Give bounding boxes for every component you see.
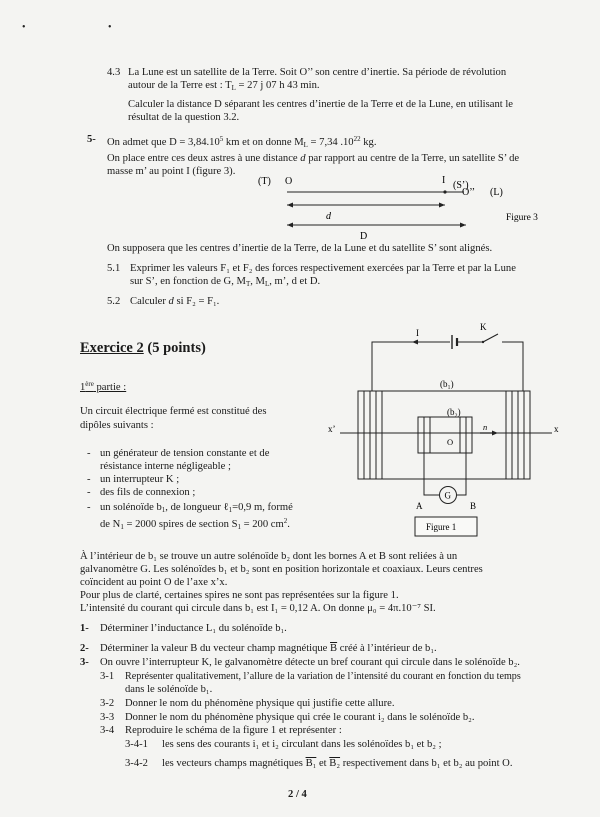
q32-number: 3-2 [100,698,115,709]
q1-text: Déterminer l’inductance L₁ du solénoïde b₁. [100,623,287,634]
q342-text: les vecteurs champs magnétiques B₁ et B₂ respectivement dans b₁ et b₂ au point O. [162,758,513,769]
q52-number: 5.2 [107,296,121,307]
bullet-generator-cont: résistance interne négligeable ; [100,461,231,472]
fig3-caption: Figure 3 [506,213,538,223]
bullet-generator: un générateur de tension constante et de [100,448,270,459]
q31-line2: dans le solénoïde b₁. [125,684,213,695]
bullet-solenoid-2: de $N_1 = 2000$ spires de section $S_1 = 200$ $cm^2$. [100,517,290,531]
q52-text: Calculer d si F₂ = F₁. [130,296,220,307]
fig1-A: A [416,501,423,511]
fig1-B: B [470,501,477,511]
q34-text: Reproduire le schéma de la figure 1 et représenter : [125,725,342,736]
fig1-x-prime: x’ [328,424,336,434]
fig1-b1-turns-right [506,391,524,479]
q32-text: Donner le nom du phénomène physique qui justifie cette allure. [125,698,395,709]
fig1-solenoid-b1 [358,391,530,479]
q342-number: 3-4-2 [125,758,148,769]
scan-marks: • • [22,22,152,33]
figure-1 [320,320,570,542]
q5-number: 5- [87,134,96,145]
q1-number: 1- [80,623,89,634]
figure-3 [250,170,550,245]
q43-number: 4.3 [107,67,121,78]
fig3-point-I [443,190,446,193]
q2-text: Déterminer la valeur B du vecteur champ magnétique $\overline{B}$ créé à l’intérieur de b₁. [100,643,437,654]
q341-text: les sens des courants i₁ et i₂ circulant dans les solénoïdes b₁ et b₂ ; [162,739,442,750]
ex2-para-1: À l’intérieur de b₁ se trouve un autre solénoïde b₂ dont les bornes A et B sont reliées à un [80,551,458,562]
fig3-O: O [285,176,293,187]
fig1-solenoid-b2 [418,417,472,453]
fig1-G: G [444,490,451,501]
fig1-x: x [554,424,559,434]
fig3-D: D [360,231,368,242]
fig1-b1-label: (b₁) [440,379,454,389]
fig3-d: d [326,211,331,222]
fig1-b2-turns [424,417,466,453]
fig3-S-label: (S’) [453,180,469,191]
bullet-wires: des fils de connexion ; [100,487,196,498]
q33-text: Donner le nom du phénomène physique qui crée le courant i₂ dans le solénoïde b₂. [125,712,475,723]
q3-number: 3- [80,657,89,668]
fig1-current-arrow [412,340,418,345]
q43-line1: La Lune est un satellite de la Terre. Soit O’’ son centre d’inertie. Sa période de révolution [128,67,507,78]
q5-alignment: On supposera que les centres d’inertie de la Terre, de la Lune et du satellite S’ sont alignés. [107,243,493,254]
q51-line1: Exprimer les valeurs F₁ et F₂ des forces respectivement exercées par la Terre et par la Lune [130,263,516,274]
fig1-n: n [483,422,488,432]
fig1-switch-K [483,334,498,342]
q5-intro: On admet que $D = 3,84.10^5$ km et on donne $M_L = 7,34$ $.10^{22}$ kg. [107,135,377,149]
ex2-para-3: coïncident au point O de l’axe x’x. [80,577,228,588]
fig3-T-label: (T) [258,176,271,187]
q43-line3: Calculer la distance D séparant les centres d’inertie de la Terre et de la Lune, en utilisant le [128,99,513,110]
fig1-b1-turns-left [364,391,382,479]
page-number: 2 / 4 [288,789,307,800]
exam-page: • • 4.3 La Lune est un satellite de la Terre. Soit O’’ son centre d’inertie. Sa période de révolution autour de la Terre est : $T_L = 27$ j 07 h 43 min. Calculer la distance D séparant les centres d’inertie de la Terre et de la Lune, en utilisant le résultat de la question 3.2. 5- On admet que $D = 3,84.10^5$ km et on donne $M_L = 7,34$ $.10^{22}$ kg. On place entre ces deux astres à une distance d par rapport au centre de la Terre, un satellite S’ de masse m’ au point I (figure 3). (T) O I (S’) O’’ (L) d D Figure 3 On supposera que les centres d’inertie de la Terre, de la Lune et du satellite S’ sont alignés. 5.1 Exprimer les valeurs F₁ et F₂ des forces respectivement exercées par la Terre et par la Lune sur S’, en fonction de G, $M_T$, $M_L$, m’, d et D. 5.2 Calculer d si F₂ = F₁. Exercice 2 (5 points) 1ère partie : Un circuit électrique fermé est constitué des dipôles suivants : - un générateur de tension constante et de résistance interne négligeable ; - un interrupteur K ; - des fils de connexion ; - un solénoïde $b_1$, de longueur ℓ$_1$=0,9 m, formé de $N_1 = 2000$ spires de section $S_1 = 200$ $cm^2$. I K (b₁) (b₂) x’ x O n G A B Figure 1 À l’intérieur de b₁ se trouve un autre solénoïde b₂ dont les bornes A et B sont reliées à un galvanomètre G. Les solénoïdes b₁ et b₂ sont en position horizontale et coaxiaux. Leurs centres coïncident au point O de l’axe x’x. Pour plus de clarté, certaines spires ne sont pas représentées sur la figure 1. L’intensité du courant qui circule dans b₁ est I₁ = 0,12 A. On donne μ₀ = 4π.10⁻⁷ SI. 1- Déterminer l’inductance L₁ du solénoïde b₁. 2- Déterminer la valeur B du vecteur champ magnétique $\overline{B}$ créé à l’intérieur de b₁. 3- On ouvre l’interrupteur K, le galvanomètre détecte un bref courant qui circule dans le solénoïde b₂. 3-1 Représenter qualitativement, l’allure de la variation de l’intensité du courant en fonction du temps dans le solénoïde b₁. 3-2 Donner le nom du phénomène physique qui justifie cette allure. 3-3 Donner le nom du phénomène physique qui crée le courant i₂ dans le solénoïde b₂. 3-4 Reproduire le schéma de la figure 1 et représenter : 3-4-1 les sens des courants i₁ et i₂ circulant dans les solénoïdes b₁ et b₂ ; 3-4-2 les vecteurs champs magnétiques B₁ et B₂ respectivement dans b₁ et b₂ au point O. 2 / 4 [0,0,600,817]
q3-text: On ouvre l’interrupteur K, le galvanomètre détecte un bref courant qui circule dans le solénoïde b₂. [100,657,520,668]
q33-number: 3-3 [100,712,115,723]
q5-line3: masse m’ au point I (figure 3). [107,166,236,177]
fig1-caption: Figure 1 [426,522,457,532]
fig3-L-label: (L) [490,187,503,198]
q51-line2: sur S’, en fonction de G, $M_T$, $M_L$, m’, d et D. [130,276,321,288]
q43-line2: autour de la Terre est : $T_L = 27$ j 07 h 43 min. [128,80,320,92]
ex2-para-4: Pour plus de clarté, certaines spires ne sont pas représentées sur la figure 1. [80,590,399,601]
q31-line1: Représenter qualitativement, l’allure de la variation de l’intensité du courant en fonction du temps [125,671,521,682]
fig3-O2: O’’ [462,187,476,198]
fig1-I: I [416,328,419,338]
q2-number: 2- [80,643,89,654]
q31-number: 3-1 [100,671,115,682]
q43-line4: résultat de la question 3.2. [128,112,240,123]
part-1-heading: 1ère partie : [80,380,127,393]
bullet-solenoid-1: un solénoïde $b_1$, de longueur ℓ$_1$=0,9 m, formé [100,502,293,514]
q51-number: 5.1 [107,263,121,274]
fig1-wire-right [502,342,523,391]
fig3-I: I [442,175,446,186]
exercise-2-title: Exercice 2 (5 points) [80,340,206,356]
fig1-lead-A [424,453,439,495]
fig1-b2-label: (b₂) [447,407,461,417]
fig1-lead-B [457,453,466,495]
q34-number: 3-4 [100,725,115,736]
ex2-para-2: galvanomètre G. Les solénoïdes b₁ et b₂ sont en position horizontale et coaxiaux. Leurs centres [80,564,483,575]
fig1-K: K [480,322,487,332]
ex2-intro-1: Un circuit électrique fermé est constitué des [80,406,267,417]
ex2-intro-2: dipôles suivants : [80,420,154,431]
q5-line2: On place entre ces deux astres à une distance d par rapport au centre de la Terre, un satellite S’ de [107,153,520,164]
bullet-switch: un interrupteur K ; [100,474,180,485]
q341-number: 3-4-1 [125,739,148,750]
fig1-wire-left [372,342,450,391]
ex2-para-5: L’intensité du courant qui circule dans b₁ est I₁ = 0,12 A. On donne μ₀ = 4π.10⁻⁷ SI. [80,603,436,614]
fig1-O: O [447,437,454,447]
